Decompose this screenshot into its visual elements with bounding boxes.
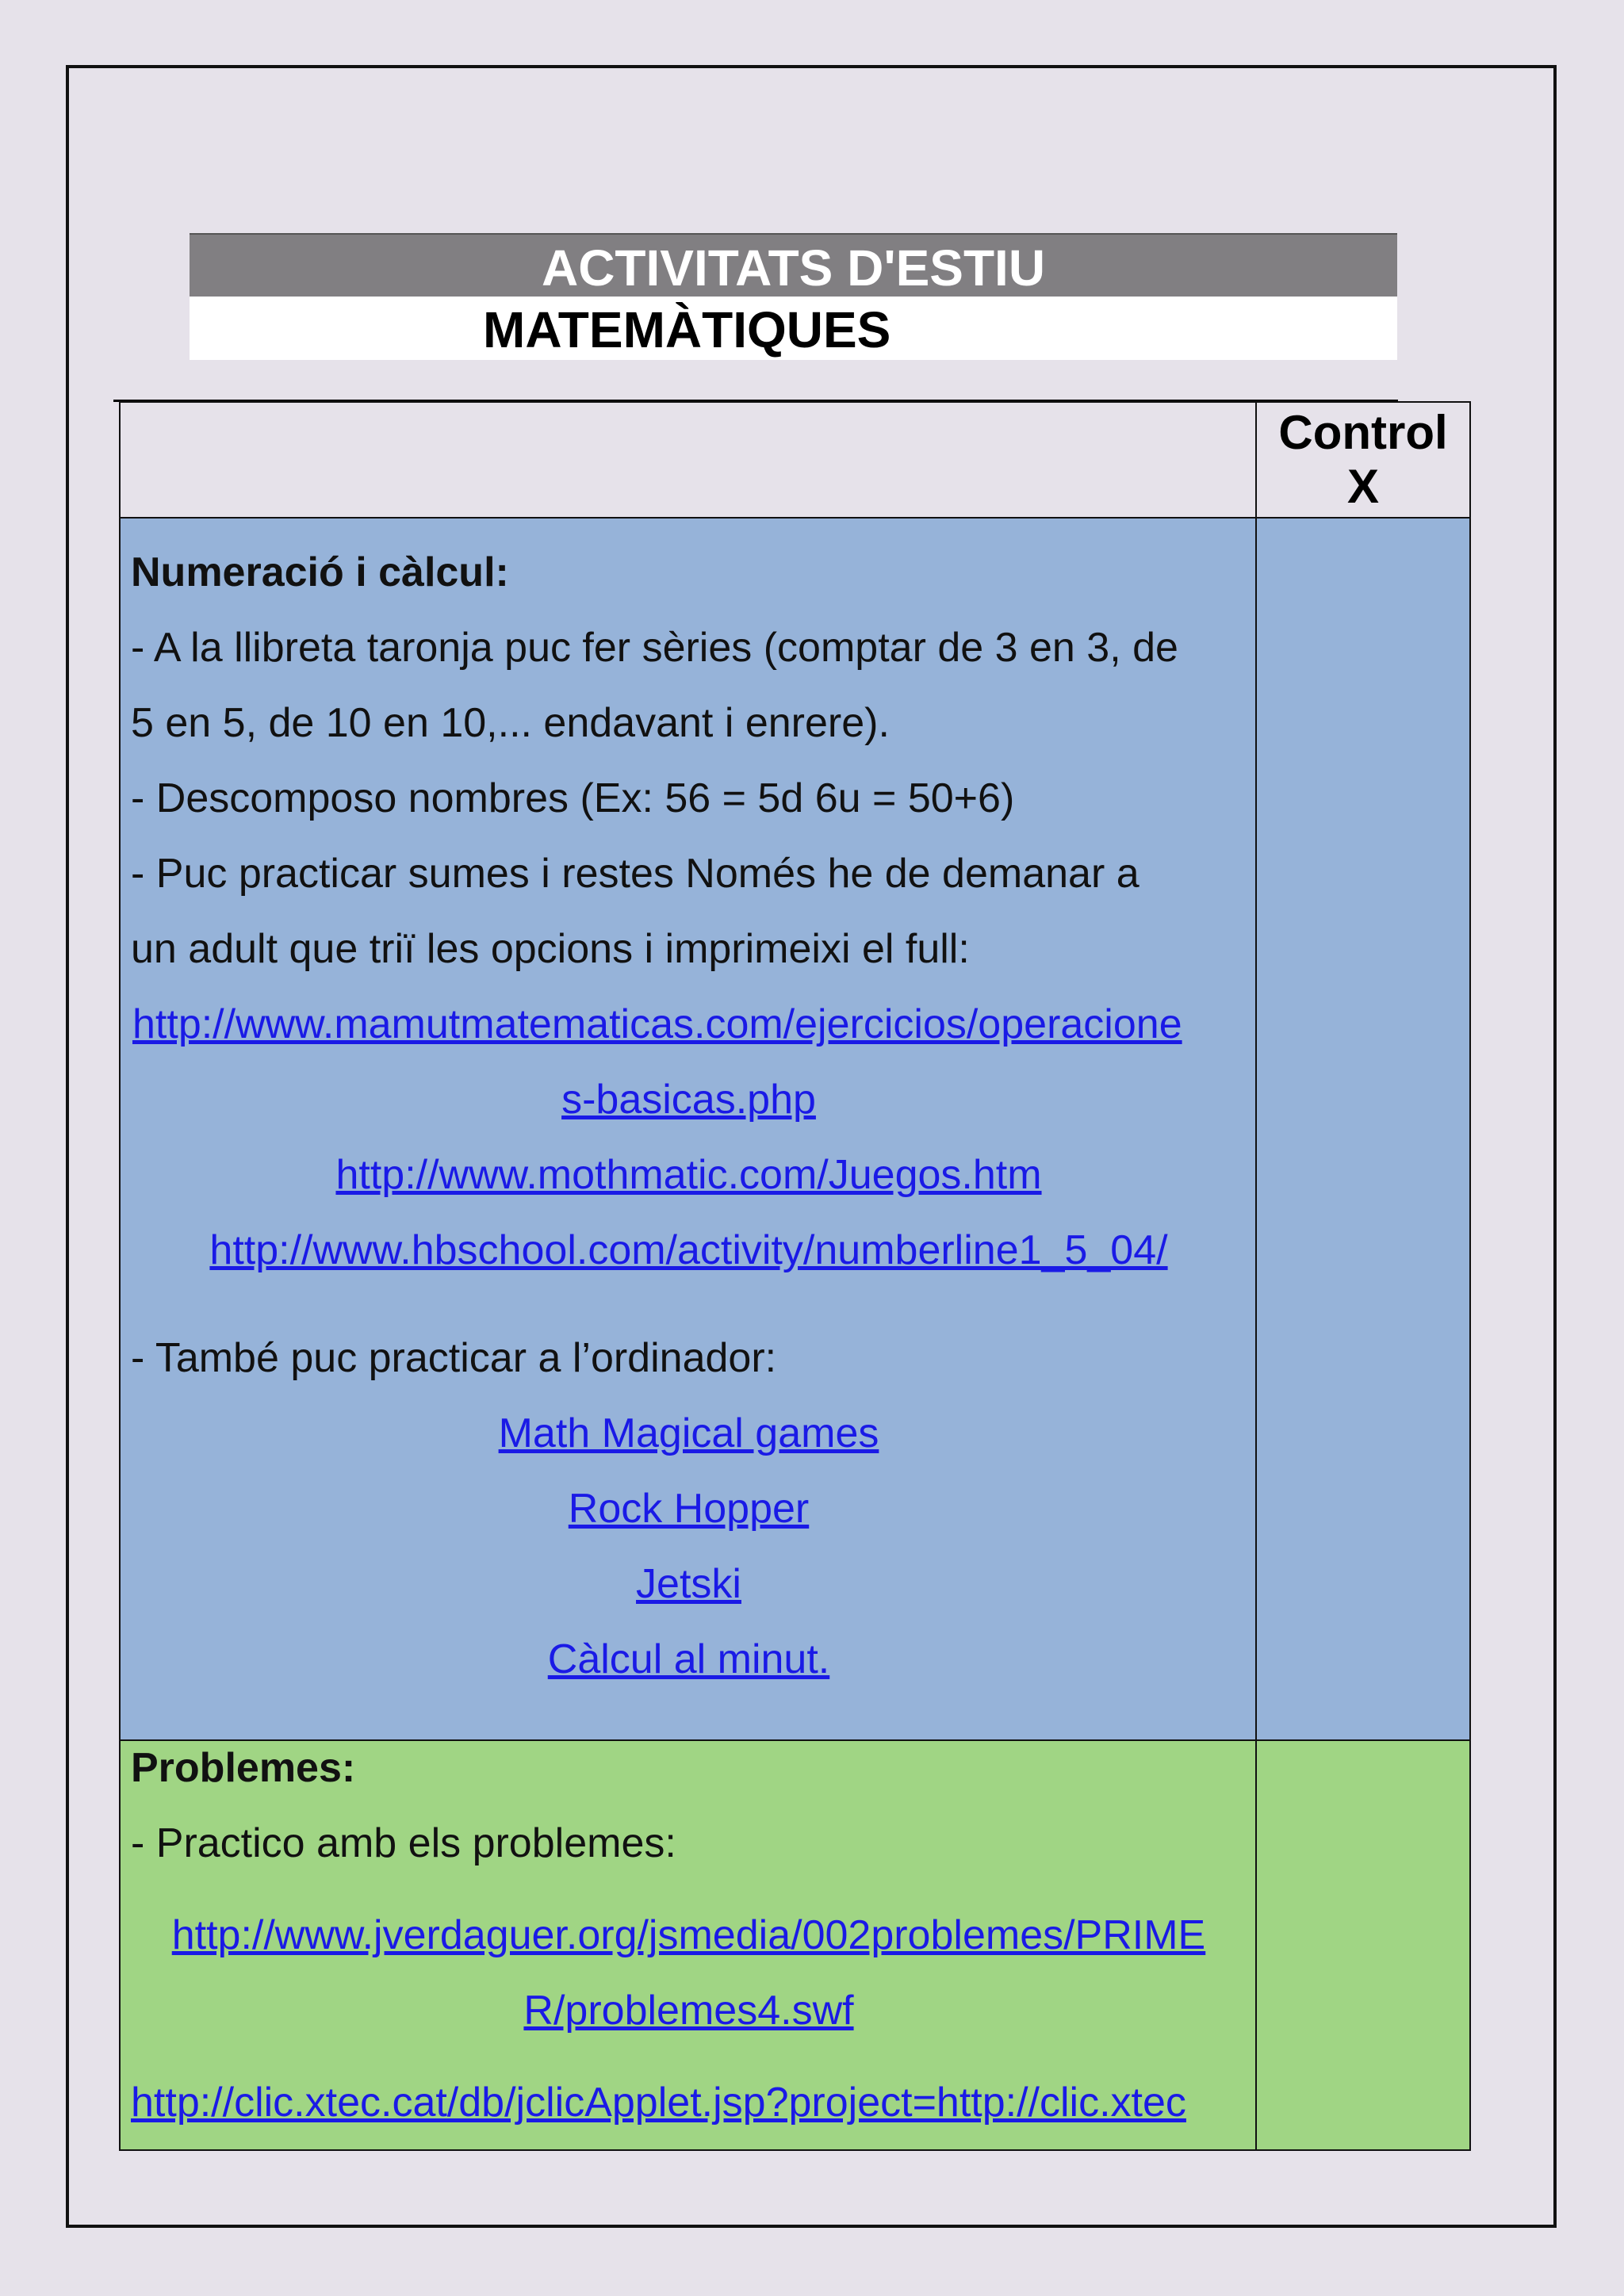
numeracio-text: - A la llibreta taronja puc fer sèries (comptar de 3 en 3, de bbox=[131, 625, 1178, 671]
numeracio-text: - També puc practicar a l’ordinador: bbox=[131, 1335, 777, 1381]
link-mothmatic[interactable]: http://www.mothmatic.com/Juegos.htm bbox=[335, 1152, 1042, 1198]
problemes-heading: Problemes: bbox=[131, 1745, 356, 1791]
problemes-control-cell[interactable] bbox=[1257, 1741, 1469, 2149]
link-hbschool[interactable]: http://www.hbschool.com/activity/numberline1_5_04/ bbox=[209, 1227, 1168, 1273]
activities-table bbox=[119, 401, 1471, 2151]
link-jetski[interactable]: Jetski bbox=[636, 1561, 741, 1607]
problemes-text: - Practico amb els problemes: bbox=[131, 1820, 676, 1866]
numeracio-control-cell[interactable] bbox=[1257, 519, 1469, 1741]
numeracio-section bbox=[121, 519, 1257, 1741]
table-header-control bbox=[1257, 403, 1469, 519]
link-mamutmatematicas[interactable]: http://www.mamutmatematicas.com/ejercicios/operacione bbox=[132, 1001, 1182, 1047]
page-subtitle-bar bbox=[190, 297, 1397, 360]
numeracio-text: - Descomposo nombres (Ex: 56 = 5d 6u = 50+6) bbox=[131, 775, 1015, 821]
link-jverdaguer-cont[interactable]: R/problemes4.swf bbox=[523, 1988, 854, 2034]
problemes-section bbox=[121, 1741, 1257, 2149]
numeracio-text: 5 en 5, de 10 en 10,... endavant i enrere). bbox=[131, 700, 890, 746]
link-clic-xtec[interactable]: http://clic.xtec.cat/db/jclicApplet.jsp?project=http://clic.xtec bbox=[131, 2080, 1186, 2126]
numeracio-heading: Numeració i càlcul: bbox=[131, 549, 509, 595]
table-header-description bbox=[121, 403, 1257, 519]
page-subtitle: MATEMÀTIQUES bbox=[483, 301, 891, 358]
page-title: ACTIVITATS D'ESTIU bbox=[190, 233, 1397, 298]
link-mamutmatematicas-cont[interactable]: s-basicas.php bbox=[561, 1077, 816, 1123]
link-rock-hopper[interactable]: Rock Hopper bbox=[568, 1486, 810, 1532]
control-header-mark: X bbox=[1346, 460, 1380, 513]
link-calcul-al-minut[interactable]: Càlcul al minut. bbox=[547, 1636, 830, 1682]
control-header-label: Control bbox=[1278, 406, 1448, 459]
numeracio-text: un adult que triï les opcions i imprimeixi el full: bbox=[131, 926, 970, 972]
link-math-magical-games[interactable]: Math Magical games bbox=[498, 1410, 879, 1456]
numeracio-text: - Puc practicar sumes i restes Només he de demanar a bbox=[131, 851, 1139, 897]
link-jverdaguer[interactable]: http://www.jverdaguer.org/jsmedia/002problemes/PRIME bbox=[171, 1912, 1206, 1958]
